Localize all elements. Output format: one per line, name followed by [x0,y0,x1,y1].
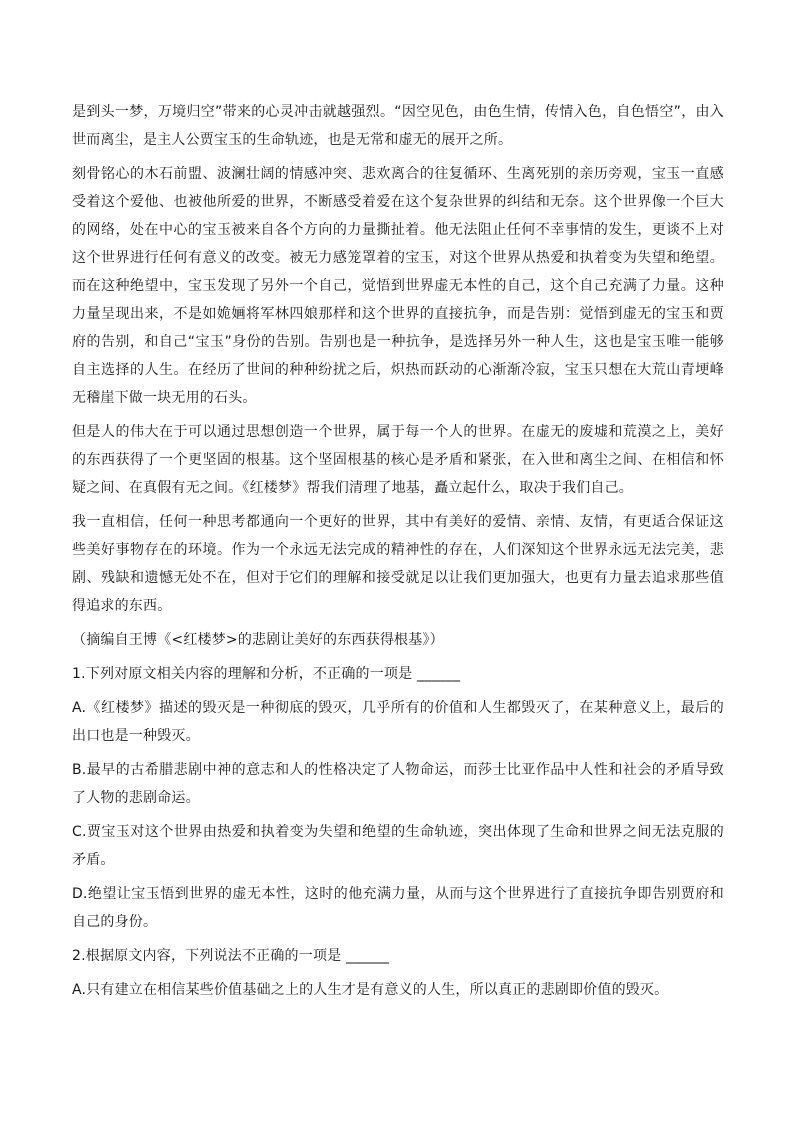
question-1-option-c: C.贾宝玉对这个世界由热爱和执着变为失望和绝望的生命轨迹，突出体现了生命和世界之间无法克服的矛盾。 [72,824,724,868]
paragraph-4: 我一直相信，任何一种思考都通向一个更好的世界，其中有美好的爱情、亲情、友情，有更适合保证这些美好事物存在的环境。作为一个永远无法完成的精神性的存在，人们深知这个世界永远无法完美，悲剧、残缺和遗憾无处不在，但对于它们的理解和接受就足以让我们更加强大，也更有力量去追求那些值得追求的东西。 [72,514,724,614]
question-1-option-b: B.最早的古希腊悲剧中神的意志和人的性格决定了人物命运，而莎士比亚作品中人性和社会的矛盾导致了人物的悲剧命运。 [72,762,724,806]
paragraph-1: 是到头一梦，万境归空”带来的心灵冲击就越强烈。“因空见色，由色生情，传情入色，自色悟空”，由入世而离尘，是主人公贾宝玉的生命轨迹，也是无常和虚无的展开之所。 [72,104,724,148]
question-1-option-a: A.《红楼梦》描述的毁灭是一种彻底的毁灭，几乎所有的价值和人生都毁灭了，在某种意义上，最后的出口也是一种毁灭。 [72,700,724,744]
question-2-option-a: A.只有建立在相信某些价值基础之上的人生才是有意义的人生，所以真正的悲剧即价值的毁灭。 [72,982,669,998]
document-page [72,98,724,1010]
paragraph-3: 但是人的伟大在于可以通过思想创造一个世界，属于每一个人的世界。在虚无的废墟和荒漠之上，美好的东西获得了一个更坚固的根基。这个坚固根基的核心是矛盾和紧张，在入世和离尘之间、在相信和怀疑之间、在真假有无之间。《红楼梦》帮我们清理了地基，矗立起什么，取决于我们自己。 [72,424,724,496]
source-citation: （摘编自王博《<红楼梦>的悲剧让美好的东西获得根基》） [72,632,444,648]
question-2-stem: 2.根据原文内容，下列说法不正确的一项是 ______ [72,948,390,964]
question-1-option-d: D.绝望让宝玉悟到世界的虚无本性，这时的他充满力量，从而与这个世界进行了直接抗争即告别贾府和自己的身份。 [72,886,724,930]
question-1-stem: 1.下列对原文相关内容的理解和分析，不正确的一项是 ______ [72,666,461,682]
paragraph-2: 刻骨铭心的木石前盟、波澜壮阔的情感冲突、悲欢离合的往复循环、生离死别的亲历旁观，宝玉一直感受着这个爱他、也被他所爱的世界，不断感受着爱在这个复杂世界的纠结和无奈。这个世界像一个巨大的网络，处在中心的宝玉被来自各个方向的力量撕扯着。他无法阻止任何不幸事情的发生，更谈不上对这个世界进行任何有意义的改变。被无力感笼罩着的宝玉，对这个世界从热爱和执着变为失望和绝望。而在这种绝望中，宝玉发现了另外一个自己，觉悟到世界虚无本性的自己，这个自己充满了力量。这种力量呈现出来，不是如姽婳将军林四娘那样和这个世界的直接抗争，而是告别：觉悟到虚无的宝玉和贾府的告别，和自己“宝玉”身份的告别。告别也是一种抗争，是选择另外一种人生，这也是宝玉唯一能够自主选择的人生。在经历了世间的种种纷扰之后，炽热而跃动的心渐渐冷寂，宝玉只想在大荒山青埂峰无稽崖下做一块无用的石头。 [72,166,724,406]
